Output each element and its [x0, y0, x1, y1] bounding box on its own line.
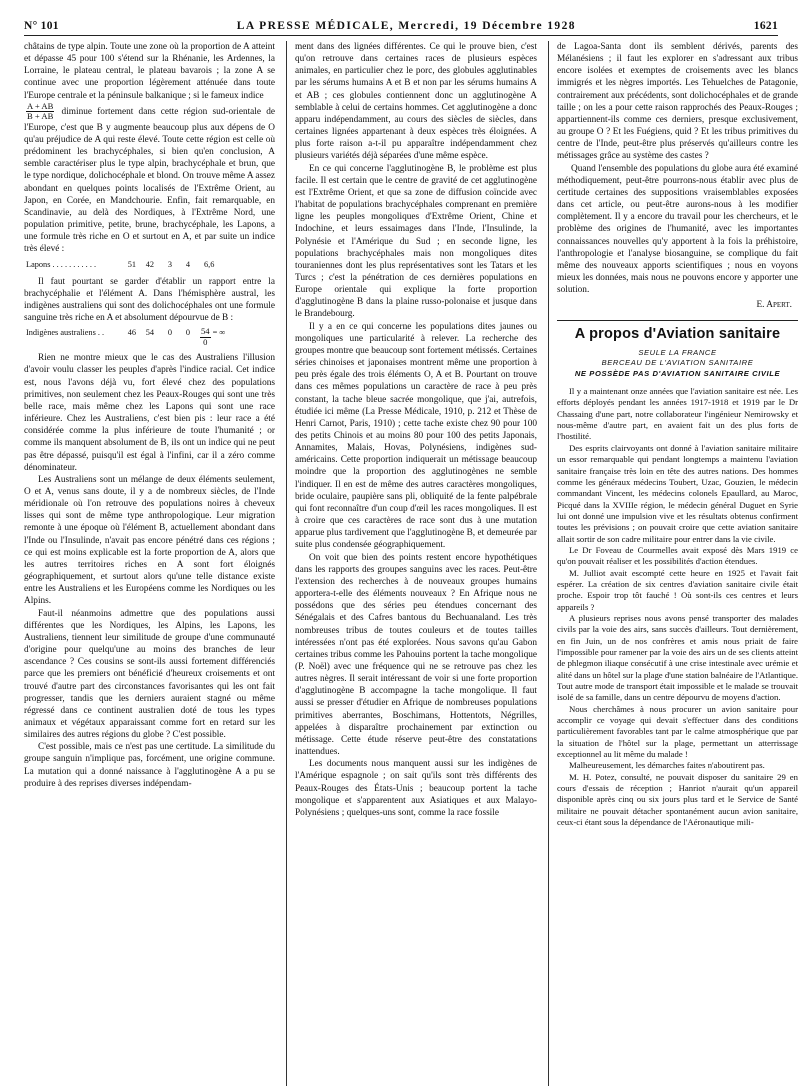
paragraph: Nous cherchâmes à nous procurer un avion sanitaire pour accomplir ce voyage qui devait s'effectuer dans des conditions particulièrement favorables tant par le calme atmosphérique que par la situation de l'hôtel sur la plage, permettant un atterrissage exceptionnel au lit même du malade ! [557, 703, 798, 760]
article-divider [557, 320, 798, 321]
running-head [24, 20, 778, 36]
paragraph: Il y a maintenant onze années que l'aviation sanitaire est née. Les efforts déployés pendant les années 1917-1918 et 1919 par le Dr Chassaing d'une part, notre collaborateur l'ingénieur Nemirowsky et nous-même d'autre part, en avaient fait un des plus forts de l'hostilité. [557, 386, 798, 442]
paragraph: Quand l'ensemble des populations du globe aura été examiné méthodiquement, peut-être pourrons-nous établir avec plus de certitude certaines des suppositions vraisemblables exposées dans cet article, ou peut-être aurons-nous à les modifier complètement. Il y a encore du travail pour les chercheurs, et le problème des origines de l'humanité, avec les importantes connaissances nouvelles qu'y apportent à la fois la préhistoire, l'anthropologie et l'analyse biosanguine, se complique du fait même des nouveaux apports scientifiques ; nous en voyons mieux les données, mais nous ne pouvons encore y apporter une solution. [557, 163, 798, 296]
paragraph: M. H. Potez, consulté, ne pouvait disposer du sanitaire 29 en cours d'essais de réception ; Hanriot n'aurait qu'un appareil disponible après cinq ou six jours plus tard et le Service de Santé militaire ne pouvait détacher spontanément aucun avion sanitaire, ceux-ci étant sous la dépendance de l'Aéronautique mili- [557, 771, 798, 828]
author-signature: E. Apert. [756, 300, 792, 311]
paragraph: Le Dr Foveau de Courmelles avait exposé dès Mars 1919 ce qu'on pouvait réaliser et les possibilités d'action étendues. [557, 544, 798, 567]
paragraph-with-fraction [24, 102, 275, 256]
paragraph: On voit que bien des points restent encore hypothétiques dans les rapports des groupes sanguins avec les races. Peut-être l'extension des recherches à de nouveaux groupes humains apportera-t-elle des éléments nouveaux ? En Afrique nous ne possédons que des séries peu étendues concernant des Sénégalais et des Cafres bantous du Bechuanaland. Les très nombreuses tribus de toutes couleurs et de toutes tailles intéressées n'ont pas été explorées. Nous savons qu'au Gabon certaines tribus comme les Pahouins portent la tache mongolique (P. Noël) avec une fréquence qui ne se retrouve pas chez les autres nègres. Il serait intéressant de voir si une forte proportion d'agglutinogène B accompagne la tache mongolique. Il faut aussi se presser d'étudier en Afrique de nombreuses populations primitives aberrantes, Boschimans, Hottentots, Négrilles, appelées à disparaître prochainement par extinction ou métissage. Cette étude réserve peut-être des constatations inattendues. [295, 552, 537, 758]
cell-index: = ∞ [212, 328, 226, 338]
article-subtitle-2: BERCEAU DE L'AVIATION SANITAIRE [601, 358, 754, 368]
row-label: Lapons . . . . . . . . . . . [26, 259, 97, 269]
text-columns [24, 41, 798, 1086]
paragraph: Rien ne montre mieux que le cas des Australiens l'illusion d'avoir voulu classer les peuples d'après l'indice racial. Cet indice est, nous l'avons déjà vu, fort élevé chez des populations primitives, non seulement chez les Peaux-Rouges qui sont une très belle race, mais même chez les Lapons qui sont une race inférieure. Chez les Australiens, c'est bien pis : leur race a été considérée comme la plus inférieure de toute l'humanité ; or comme ils manquent absolument de B, ils ont un indice qui ne peut pas être dépassé, puisqu'il est égal à l'infini, car il a zéro comme dénominateur. [24, 353, 275, 473]
cell-index: 6,6 [204, 259, 215, 269]
article-subtitle-1: SEULE LA FRANCE [638, 347, 717, 357]
fraction-numerator: 54 [201, 326, 210, 337]
paragraph: ment dans des lignées différentes. Ce qui le prouve bien, c'est qu'on retrouve dans certaines races de plusieurs espèces animales, en particulier chez le porc, des globules agglutinables par les sérums humains A et B et non par les sérums humains A et AB ; ces globules contiennent donc un agglutinogène A semblable à celui de certains hommes. Cet agglutinogène a donc apparu indépendamment, au cours des siècles de siècles, dans certaines lignées appartenant à deux espèces très éloignées. A plus forte raison a-t-il pu apparaître indépendamment chez plusieurs variétés déjà séparées d'une même espèce. [295, 42, 537, 162]
fraction-denominator: 0 [203, 336, 208, 347]
cell-o: 46 [127, 328, 136, 338]
paragraph: En ce qui concerne l'agglutinogène B, le problème est plus facile. Il est certain que le centre de gravité de cet agglutinogène est l'Extrême Orient, et que sa zone de diffusion coïncide avec l'habitat de populations brachycéphales comprenant en première ligne les peuples mongoliques d'Extrême Orient, Chine et Indochine, et leurs essaimages dans l'Inde, l'Insulinde, la Polynésie et l'Amérique du Sud ; en seconde ligne, les populations brachycéphales mais non mongoliques dites touraniennes dont les plus représentatives sont les Tatars et les Turcs ; c'est la pénétration de ces dernières populations en Europe orientale qui explique la forte proportion d'agglutinogène B dans la plaine russo-polonaise et jusque dans le Brandebourg. [295, 163, 537, 320]
paragraph: Les Australiens sont un mélange de deux éléments seulement, O et A, venus sans doute, il y a de nombreux siècles, de l'Inde méridionale où l'on retrouve des populations noires à cheveux lisses qui sont de même type anthropologique. Leur migration remonte à une époque où l'élément B, actuellement abondant dans l'Inde ou l'Insulinde, n'avait pas encore pénétré dans ces régions ; ce qui est moins explicable est la forte proportion de A, alors que les autres territoires riches en A sont fort éloignés géographiquement, et surtout alors qu'une telle distance existe entre les Australiens et les Européens comme les Nordiques ou les Alpins. [24, 474, 275, 607]
paragraph: A plusieurs reprises nous avons pensé transporter des malades civils par la voie des airs, sans succès d'ailleurs. Tout dernièrement, en fin Juin, un de nos confrères et amis nous priait de faire l'impossible pour ramener par la voie des airs un de ses clients atteint de phlegmon iliaque consécutif à une crise intestinale avec urémie et alité dans un hôtel sur la plage d'une station balnéaire de l'Atlantique. Tout autre mode de transport était impossible et le malade se trouvait isolé de sa famille, dans un centre dépourvu de moyens d'action. [557, 612, 798, 703]
cell-ab: 4 [185, 259, 190, 269]
paragraph: Faut-il néanmoins admettre que des populations aussi différentes que les Nordiques, les Alpins, les Lapons, les Australiens, tiennent leur similitude de groupe d'une communauté d'origine pour quelqu'une au moins des branches de leur ascendance ? Ces cousins se sont-ils aussi fortement différenciés parce que les premiers ont bénéficié d'heureux croisements et ont trouvé d'autre part des circonstances favorisantes qui les ont fait progresser, tandis que les derniers auraient stagné ou même régressé dans ce continent australien doté de tous les types animaux et végétaux apparaissant comme fort en retard sur les similaires des autres régions du globe ? C'est possible. [24, 608, 275, 741]
table-row-lapons [26, 259, 275, 271]
fraction-numerator: A + AB [27, 100, 54, 111]
paragraph: M. Julliot avait escompté cette heure en 1925 et l'avait fait espérer. La création de six centres d'aviation sanitaire civile était proche. Espoir trop tôt fauché ! Où sont-ils ces centres et leurs appareils ? [557, 567, 798, 612]
article-body [557, 386, 798, 828]
index-fraction [200, 327, 211, 347]
column-3 [548, 41, 798, 1086]
article-title: A propos d'Aviation sanitaire [574, 326, 781, 343]
paragraph: de Lagoa-Santa dont ils semblent dérivés, parents des Mélanésiens ; il faut les explorer en s'adressant aux tribus encore isolées et exemptes de croisements avec les blancs immigrés et les nègres importés. Les Tehuelches de Patagonie, contrairement aux précédents, sont dolichocéphales et de grande taille ; on les a pour cette raison rapprochés des Peaux-Rouges ; appartiennent-ils comme ces derniers, presque exclusivement, au groupe O ? Et les Fuégiens, quid ? Et les tribus primitives du centre de l'Inde, peut-être plus préservés qu'ailleurs contre les métissages grâce au système des castes ? [557, 42, 798, 162]
cell-b: 3 [167, 259, 172, 269]
paragraph: Les documents nous manquent aussi sur les indigènes de l'Amérique espagnole ; on sait qu'ils sont très différents des Peaux-Rouges des États-Unis ; beaucoup portent la tache mongolique et s'apparentent aux Asiatiques et aux Malayo-Polynésiens ; quelques-uns sont, comme la race fossile [295, 759, 537, 818]
table-row-australiens [26, 327, 275, 347]
paragraph: C'est possible, mais ce n'est pas une certitude. La similitude du groupe sanguin n'implique pas, forcément, une origine commune. La mutation qui a donné naissance à l'agglutinogène A a pu se produire à des reprises diverses indépendam- [24, 742, 275, 789]
journal-title-date: LA PRESSE MÉDICALE, Mercredi, 19 Décembre 1928 [236, 20, 576, 32]
row-label: Indigènes australiens . . [26, 328, 105, 338]
column-1 [24, 41, 275, 1086]
paragraph [24, 41, 275, 102]
column-2 [286, 41, 537, 1086]
paragraph: Des esprits clairvoyants ont donné à l'aviation sanitaire militaire un essor remarquable qui pendant longtemps a maintenu l'aviation sanitaire française très loin en tête des autres nations. Des hommes comme les généraux médecins Toubert, Uzac, Gouzien, le médecin commandant Vincent, les médecins colonels Epaullard, au Maroc, Picqué dans la XVIIIe région, le médecin général Duguet en Syrie lui ont donné une impulsion vive et les résultats obtenus confirment toutes les prévisions ; on pouvait croire que cette aviation sanitaire allait sortir de son cadre militaire pour entrer dans la vie civile. [557, 442, 798, 544]
cell-ab: 0 [185, 328, 190, 338]
paragraph: Malheureusement, les démarches faites n'aboutirent pas. [569, 760, 765, 771]
index-fraction [26, 102, 54, 122]
issue-number: N° 101 [24, 20, 59, 32]
fraction-denominator: B + AB [27, 111, 54, 122]
article-subtitle-3: NE POSSÈDE PAS D'AVIATION SANITAIRE CIVILE [574, 368, 781, 378]
paragraph-text: châtains de type alpin. Toute une zone où la proportion de A atteint et dépasse 45 pour 100 s'étend sur la Rhénanie, les Ardennes, la Lorraine, le plateau central, le plateau bavarois ; la zone A se continue avec une proportion légèrement atténuée dans toute l'Europe centrale et la péninsule balkanique ; si le fameux indice [24, 42, 275, 101]
cell-b: 0 [167, 328, 172, 338]
page-number: 1621 [753, 20, 778, 32]
cell-a: 42 [145, 259, 154, 269]
cell-o: 51 [127, 259, 136, 269]
cell-a: 54 [145, 328, 154, 338]
paragraph: Il y a en ce qui concerne les populations dites jaunes ou mongoliques une particularité à relever. La recherche des groupes montre que beaucoup sont fortement métissés. Certaines séries chinoises et japonaises montrent même une proportion à peu près égale des trois éléments O, A et B. Pourtant on trouve dans ces mêmes populations un caractère de race à peu près constant, la tache bleue sacrée mongolique, que j'ai, autrefois, étudiée ici même (La Presse Médicale, 1910, p. 212 et Thèse de Henri Carnot, Paris, 1910) ; cette tache existe chez 90 pour 100 des petits Chinois et au moins 80 pour 100 des petits Japonais, Annamites, Malais, Hovas, Polynésiens, indigènes sud-américains. Cette proportion indiquerait un métissage beaucoup moindre que la proportion des agglutinogènes ne semble l'indiquer. Il en est de même des autres caractères mongoliques, bride oculaire, paupière sans pli, obliquité de la fente palpébrale qui font reconnaître d'un coup d'œil les races mongoliques. Il est à croire que ces caractères de race sont dus à une mutation apparue plus tardivement que l'agglutinogène B, et demeurée par suite plus condensée géographiquement. [295, 321, 537, 551]
paragraph: Il faut pourtant se garder d'établir un rapport entre la brachycéphalie et l'élément A. Dans l'hémisphère austral, les indigènes australiens qui sont des dolichocéphales ont une formule sanguine très riche en A et absolument dépourvue de B : [24, 276, 275, 324]
paragraph-text: diminue fortement dans cette région sud-orientale de l'Europe, c'est que B y augmente beaucoup plus aux dépens de O qu'au préjudice de A qui reste élevé. Toute cette région est celle où prédominent les brachycéphales, si bien qu'en conclusion, A semble caractériser plus le type alpin, brachycéphale et brun, que le type nordique, dolichocéphale et blond. On trouve même A assez abondant en quelques points localisés de l'Extrême Orient, au Japon, en Corée, en Mandchourie. Enfin, fait remarquable, en Scandinavie, au delà des Nordiques, à l'Extrême Nord, une population primitive, petite, brune, brachycéphale, les Lapons, a une formule très riche en O et surtout en A, et par suite un indice très élevé : [24, 106, 275, 255]
